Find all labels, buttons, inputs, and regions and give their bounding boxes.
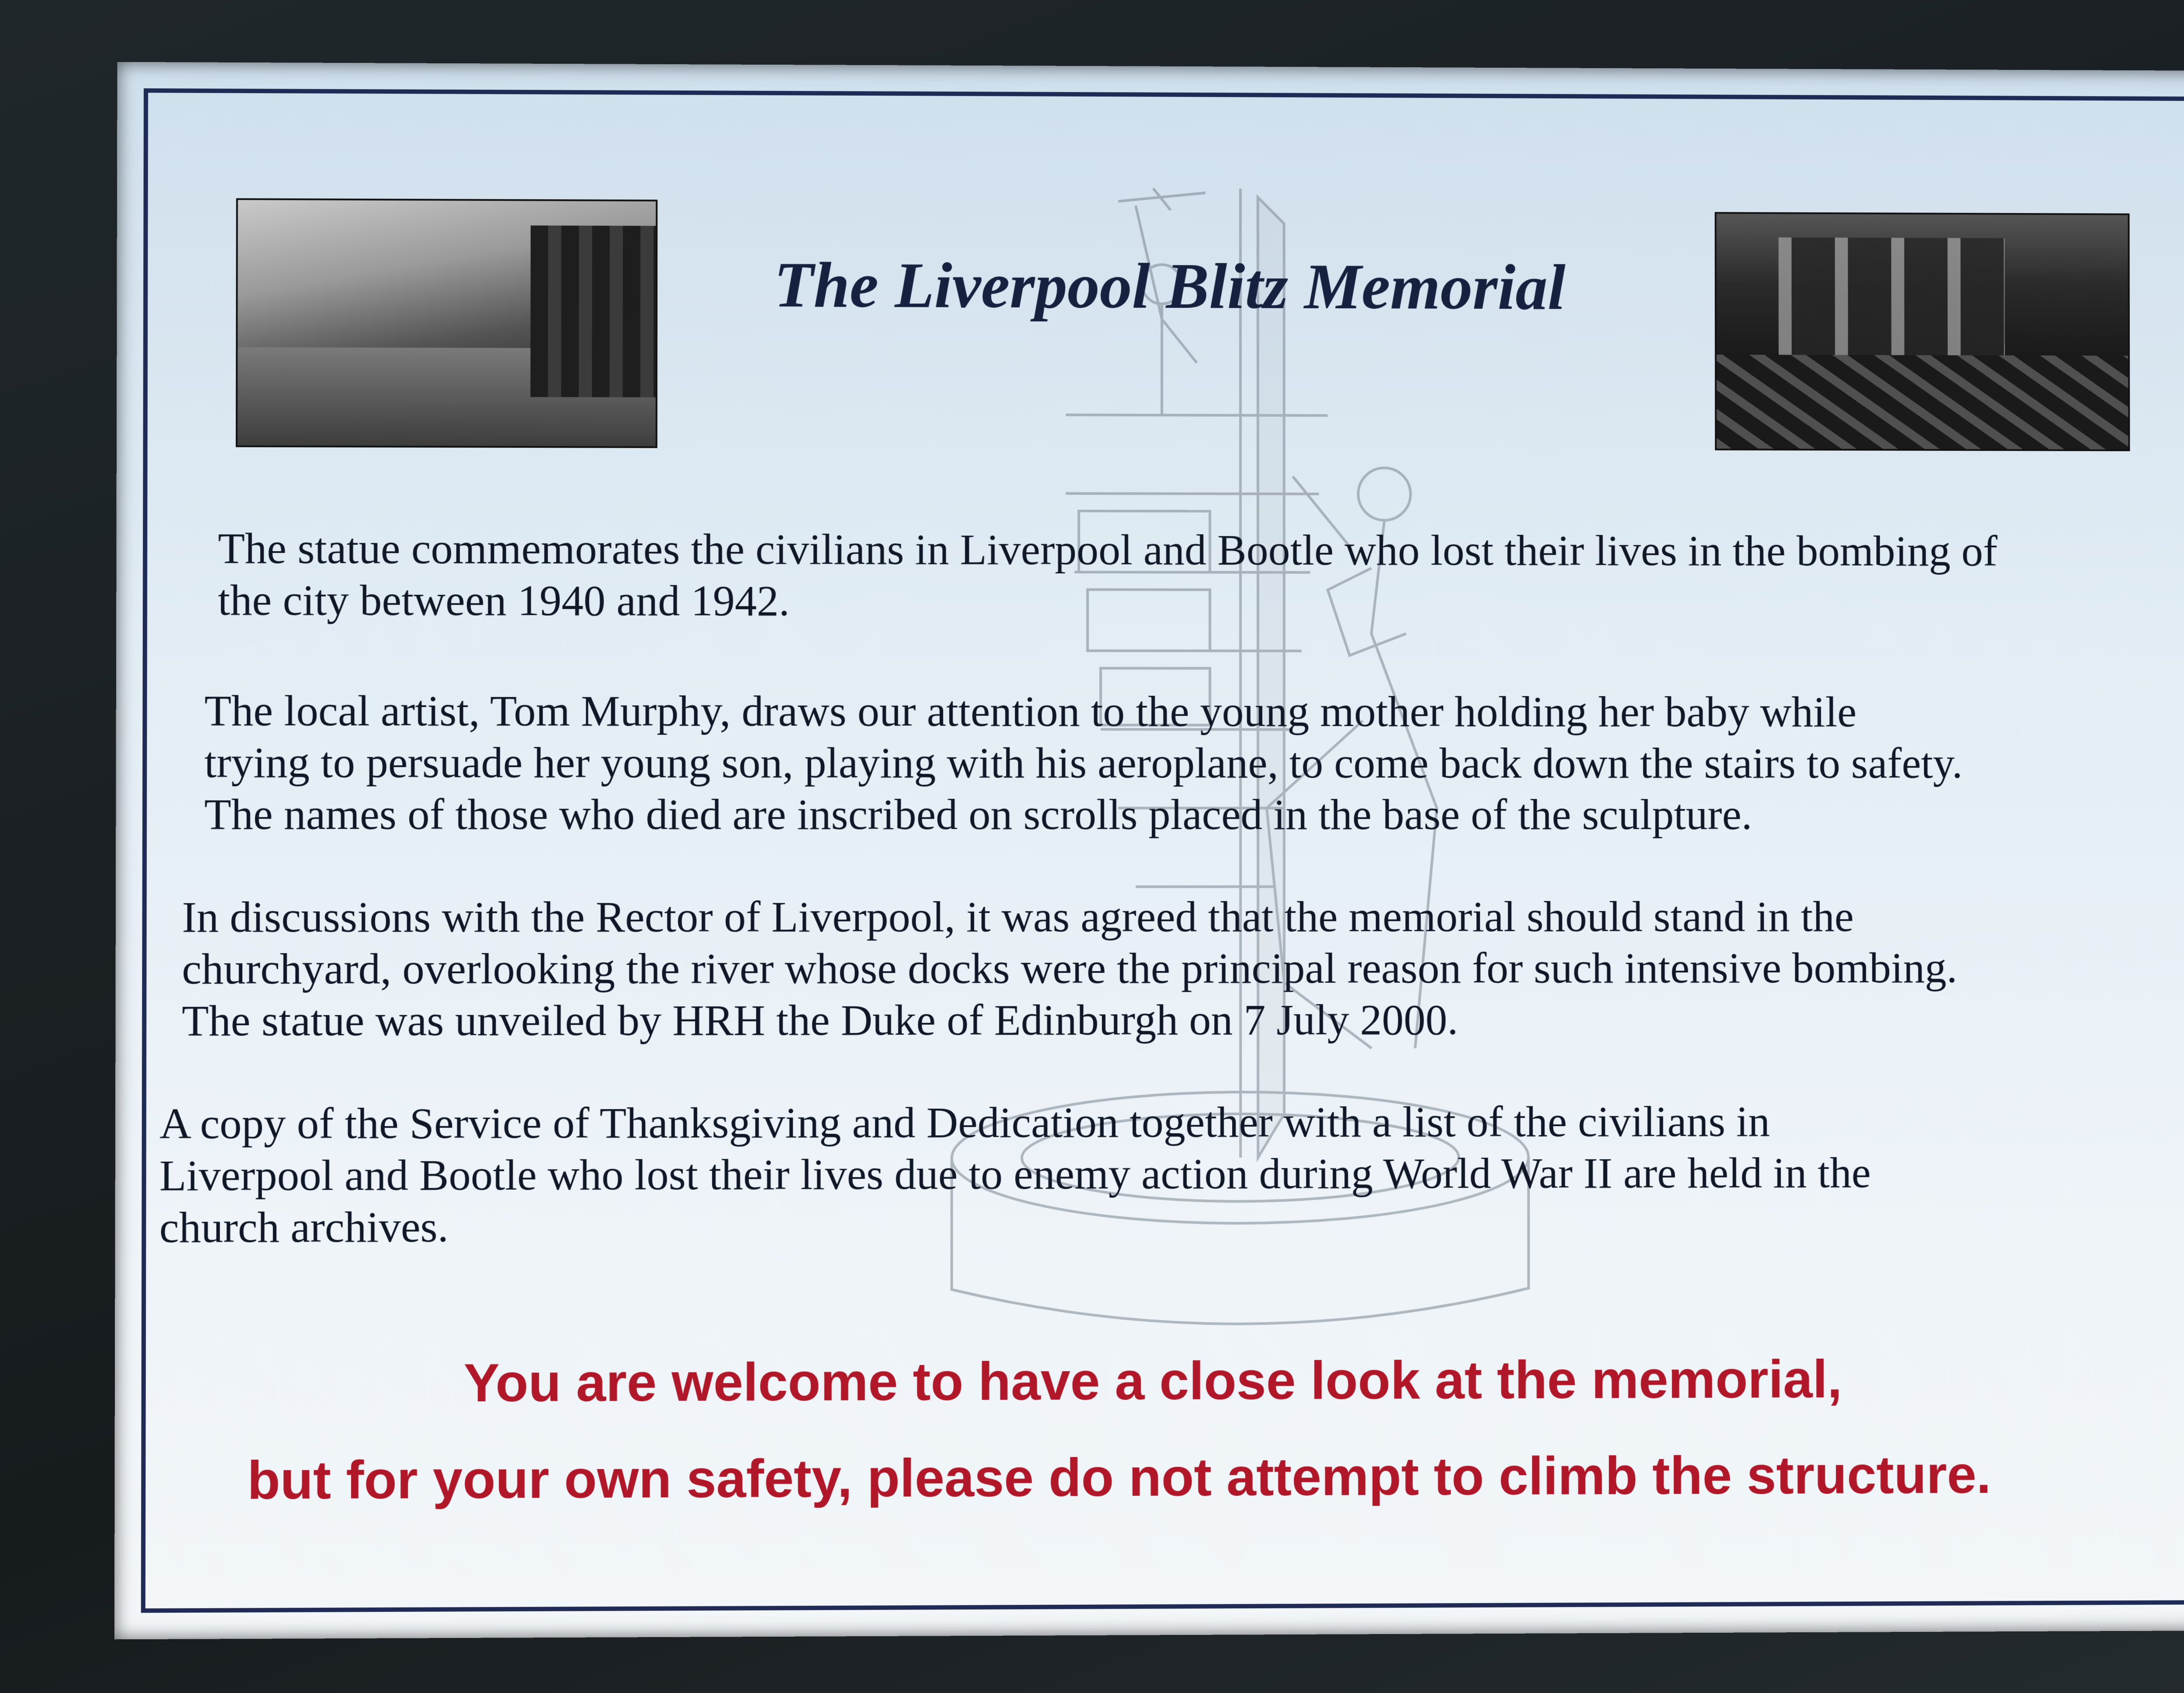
bombed-street-photo <box>236 198 658 448</box>
warning-line-1: You are welcome to have a close look at the memorial, <box>463 1349 1842 1413</box>
paragraph-line: trying to persuade her young son, playing with his aeroplane, to come back down the stairs to safety. <box>204 738 1963 788</box>
paragraph-line: In discussions with the Rector of Liverpool, it was agreed that the memorial should stand in the <box>182 892 1854 942</box>
damaged-houses <box>530 225 656 397</box>
paragraph-archives <box>159 1095 2184 1254</box>
ruined-columns <box>1778 238 2005 356</box>
paragraph-line: church archives. <box>159 1202 449 1252</box>
paragraph-line: the city between 1940 and 1942. <box>218 575 790 625</box>
interior-rubble <box>1717 355 2128 449</box>
paragraph-line: The statue was unveiled by HRH the Duke of Edinburgh on 7 July 2000. <box>182 995 1458 1045</box>
paragraph-artist <box>204 685 2184 840</box>
paragraph-line: The names of those who died are inscribed on scrolls placed in the base of the sculpture. <box>204 790 1752 839</box>
paragraph-commemoration <box>218 522 2184 628</box>
paragraph-line: churchyard, overlooking the river whose docks were the principal reason for such intensive bombing. <box>182 943 1957 993</box>
sign-board <box>114 62 2184 1639</box>
paragraph-line: A copy of the Service of Thanksgiving and Dedication together with a list of the civilians in <box>159 1097 1770 1148</box>
sign-title: The Liverpool Blitz Memorial <box>774 249 1566 324</box>
paragraph-line: The statue commemorates the civilians in Liverpool and Bootle who lost their lives in the bombing of <box>218 524 1998 575</box>
paragraph-location <box>182 891 2184 1047</box>
bombed-interior-photo <box>1715 212 2130 451</box>
warning-line-2: but for your own safety, please do not attempt to climb the structure. <box>247 1444 1991 1510</box>
paragraph-line: Liverpool and Bootle who lost their lives due to enemy action during World War II are held in the <box>159 1148 1871 1200</box>
paragraph-line: The local artist, Tom Murphy, draws our attention to the young mother holding her baby while <box>204 686 1857 736</box>
